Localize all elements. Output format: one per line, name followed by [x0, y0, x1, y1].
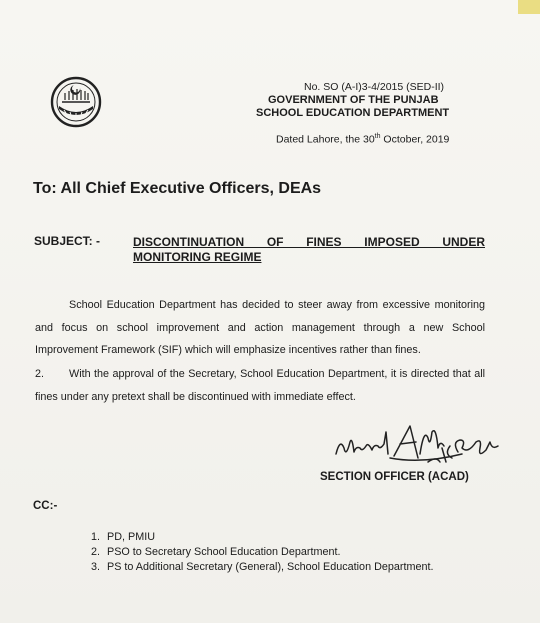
cc-list [91, 530, 433, 575]
cc-item-number: 1. [91, 531, 101, 543]
cc-item-number: 3. [91, 561, 101, 573]
cc-item-text: PS to Additional Secretary (General), School Education Department. [107, 561, 434, 573]
handwritten-signature [332, 418, 512, 476]
cc-label: CC:- [33, 500, 58, 512]
signatory-title: SECTION OFFICER (ACAD) [320, 471, 469, 483]
addressee-line: To: All Chief Executive Officers, DEAs [33, 180, 322, 197]
cc-item [91, 560, 433, 575]
cc-item [91, 545, 433, 560]
date-ordinal: th [374, 133, 381, 140]
punjab-government-emblem-icon [50, 76, 102, 128]
cc-item-number: 2. [91, 546, 101, 558]
date-line [276, 133, 449, 146]
department-title: SCHOOL EDUCATION DEPARTMENT [256, 107, 450, 119]
paragraph-2-number: 2. [35, 368, 45, 380]
date-prefix: Dated Lahore, the 30 [276, 133, 375, 146]
cc-item-text: PD, PMIU [107, 531, 155, 543]
date-suffix: October, 2019 [380, 133, 450, 146]
subject-label: SUBJECT: - [34, 234, 101, 248]
reference-number: No. SO (A-I)3-4/2015 (SED-II) [304, 81, 445, 93]
paragraph-2-text: With the approval of the Secretary, School Education Department, it is directed that all fines under any pretext shall be discontinued with immediate effect. [35, 368, 485, 403]
tape-strip [518, 0, 540, 14]
cc-item-text: PSO to Secretary School Education Department. [107, 546, 341, 558]
paragraph-1: School Education Department has decided to steer away from excessive monitoring and focus on school improvement and action management through a new School Improvement Framework (SIF) which will emphasize incentives rather than fines. [35, 299, 485, 356]
cc-item [91, 530, 433, 545]
subject-line-1: DISCONTINUATION OF FINES IMPOSED UNDER [133, 235, 485, 249]
subject-line-2: MONITORING REGIME [133, 250, 262, 264]
government-title: GOVERNMENT OF THE PUNJAB [268, 94, 439, 106]
paragraph-2 [35, 363, 485, 408]
